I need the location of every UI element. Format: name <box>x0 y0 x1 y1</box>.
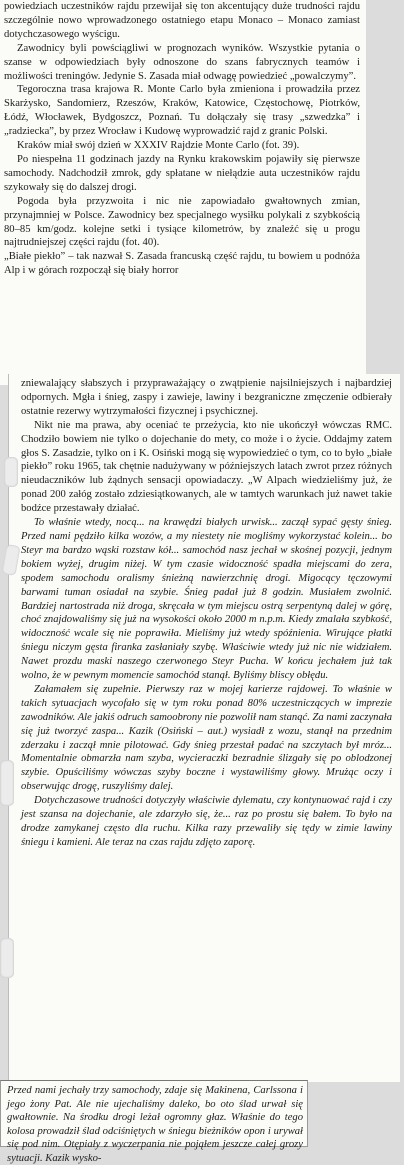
article-paragraph: Nikt nie ma prawa, aby oceniać te przeżycia, kto nie ukończył wówczas RMC. Chodziło bowiem nie tylko o dojechanie do mety, co może i o życie. Oddajmy zatem głos S. Zasadzie, tylko on i K. Osiński mogą się wypowiedzieć o tym, co to było „białe piekło” roku 1965, tak chętnie nadużywany w późniejszych latach zwrot przez różnych nieudaczników lub żądnych sensacji opowiadaczy. „W Alpach wiedzieliśmy już, że ponad 200 załóg zostało zdziesiątkowanych, ale w tamtych warunkach już nawet takie bodźce przestawały działać. <box>21 419 392 515</box>
article-clipping-middle <box>8 374 400 1082</box>
tape-piece <box>0 938 14 978</box>
tape-piece <box>4 457 18 487</box>
article-paragraph: Zawodnicy byli powściągliwi w prognozach wyników. Wszystkie pytania o szanse w odpowiedziach były odnoszone do szans fabrycznych teamów i możliwości treningów. Jedynie S. Zasada miał odwagę powiedzieć „powalczymy”. <box>4 42 360 82</box>
article-paragraph: Przed nami jechały trzy samochody, zdaje się Makinena, Carlssona i jego żony Pat. Ale nie ujechaliśmy daleko, bo oto ślad urwał się gwałtownie. Na środku drogi leżał ogromny głaz. Właśnie do tego kolosa prowadził ślad odciśniętych w śniegu bieżników opon i urywał się pod nim. Otępiały z wyczerpania nie pojąłem jeszcze całej grozy sytuacji. Kazik wysko- <box>7 1085 303 1164</box>
article-paragraph: powiedziach uczestników rajdu przewijał się ton akcentujący duże trudności rajdu szczególnie nowo wprowadzonego ostatniego etapu Monaco – Monaco zamiast dotychczasowego wyścigu. <box>4 1 360 40</box>
article-paragraph: Pogoda była przyzwoita i nic nie zapowiadało gwałtownych zmian, przynajmniej w Polsce. Zawodnicy bez specjalnego wysiłku polykali z szybkością 80–85 km/godz. kolejne setki i tysiące kilometrów, by znaleźć się u progu najtrudniejszej części rajdu (fot. 40). <box>4 195 360 249</box>
article-clipping-top <box>0 0 366 385</box>
article-paragraph: „Białe piekło” – tak nazwał S. Zasada francuską część rajdu, tu bowiem u podnóża Alp i w górach rozpoczął się biały horror <box>4 251 360 277</box>
article-clipping-bottom <box>0 1080 308 1164</box>
article-paragraph: zniewalający słabszych i przypraważający o zwątpienie najsilniejszych i najbardziej odpornych. Mgła i śnieg, zaspy i zawieje, lawiny i bezgraniczne zmęczenie odbierały ostatnie rezerwy wytrzymałości fizycznej i psychicznej. <box>21 378 392 417</box>
article-paragraph: To właśnie wtedy, nocą... na krawędzi białych urwisk... zaczął sypać gęsty śnieg. Przed nami pędziło kilka wozów, a my niestety nie mogliśmy wykorzystać kolein... bo Steyr ma bardzo wąski rozstaw kół... samochód nasz jechał w skośnej pozycji, jednym bokiem wyżej, drugim niżej. W tym czasie widoczność spadła miejscami do zera, spodem samochodu oralismy śnieżną nawierzchnię drogi. Migocący tęczowymi barwami tuman osiadał na szybie. Śnieg padał już 8 godzin. Musiałem zwolnić. Bardziej nartostrada niż droga, skręcała w tym miejscu ostrą serpentyną dalej w górę, choć znajdowaliśmy się już na wysokości około 2000 m n.p.m. Kiedy zmalała szybkość, widoczność wcale się nie poprawiła. Mieliśmy już wtedy spóźnienia. Wirujące płatki śniegu niczym gęsta firanka zasłaniały szybę. Właściwie wtedy już nic nie widziałem. Nawet prozdu maski naszego czerwonego Steyr Pucha. W końcu jechałem już tak wolno, że w pewnym momencie samochód stanął. Byliśmy bliscy obłędu. <box>21 517 392 682</box>
article-paragraph: Tegoroczna trasa krajowa R. Monte Carlo była zmieniona i prowadziła przez Skarżysko, Sandomierz, Rzeszów, Kraków, Katowice, Częstochowę, Piotrków, Łódź, Włocławek, Bydgoszcz, Poznań. Tu dołączały się trasy „szwedzka” i „radziecka”, by przez Wrocław i Kudowę wyprowadzić rajd z granic Polski. <box>4 84 360 138</box>
article-paragraph: Załamałem się zupełnie. Pierwszy raz w mojej karierze rajdowej. To właśnie w takich sytuacjach wycofało się w tym roku ponad 80% uczestniczących w imprezie zawodników. Ale jakiś odruch samoobrony nie pozwolił nam stanąć. Za nami zaczynała się już tworzyć zaspa... Kazik (Osiński – aut.) wysiadł z wozu, stanął na przednim zderzaku i zaczął mnie pilotować. Gdy śnieg przestał padać na szczytach był mróz... Momentalnie obmarzła nam szyba, wycieraczki bezradnie ślizgały się po oblodzonej szybie. Opuściliśmy wówczas szyby boczne i wystawiliśmy głowy. Mrużąc oczy i obserwując drogę, ruszyliśmy dalej. <box>21 683 392 793</box>
tape-piece <box>0 760 14 806</box>
article-paragraph: Po niespełna 11 godzinach jazdy na Rynku krakowskim pojawiły się pierwsze samochody. Nadchodził zmrok, gdy spłatane w niełądzie auta uczestników rajdu szykowały się do dalszej drogi. <box>4 153 360 193</box>
article-paragraph: Dotychczasowe trudności dotyczyły właściwie dylematu, czy kontynuować rajd i czy jest szansa na dojechanie, ale zdarzyło się, że... raz po prostu się bałem. To było na drodze zamykanej często dla ruchu. Kilka razy przewaliły się tędy w zimie lawiny śniegu i kamieni. Ale teraz na czas rajdu zdjęto zaporę. <box>21 795 392 848</box>
article-paragraph: Kraków miał swój dzień w XXXIV Rajdzie Monte Carlo (fot. 39). <box>17 140 300 152</box>
